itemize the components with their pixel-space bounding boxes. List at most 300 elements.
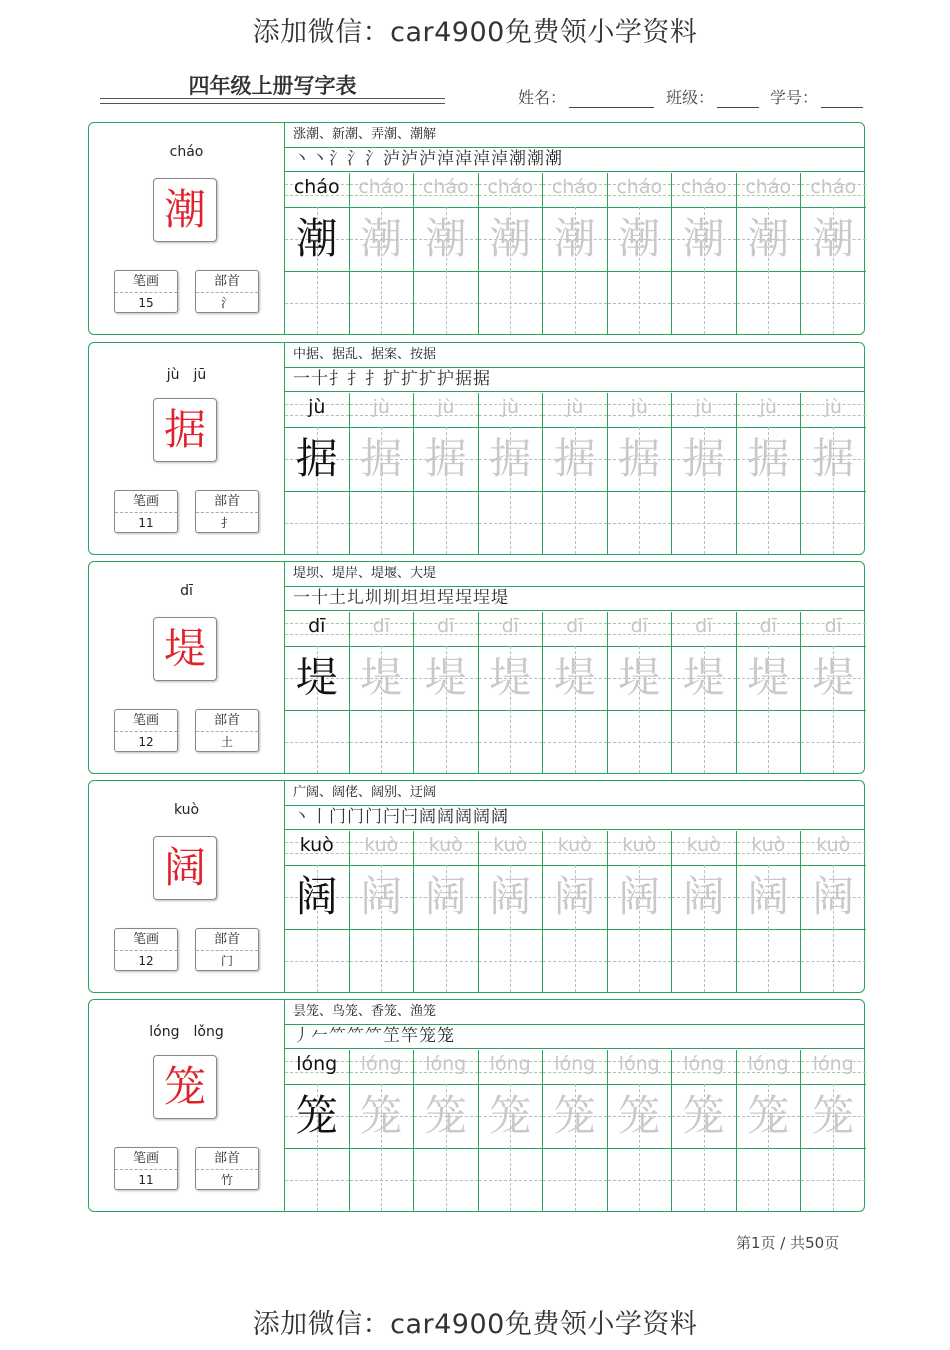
stroke-step: 埕 <box>455 588 473 608</box>
pinyin-cell[interactable] <box>350 393 414 428</box>
blank-writing-cell[interactable] <box>543 710 607 773</box>
stroke-step: 阔 <box>437 807 455 827</box>
stroke-step: 一 <box>293 588 311 608</box>
blank-writing-cell[interactable] <box>285 271 349 334</box>
stroke-step: 门 <box>329 807 347 827</box>
writing-cell[interactable] <box>479 207 543 272</box>
blank-writing-cell[interactable] <box>479 1148 543 1211</box>
stroke-step: 丿 <box>293 1026 311 1046</box>
blank-writing-cell[interactable] <box>672 929 736 992</box>
stroke-step: 扩 <box>419 369 437 389</box>
character-info-panel <box>89 123 284 334</box>
stroke-step: 淖 <box>437 149 455 169</box>
pinyin-cell[interactable] <box>737 173 801 208</box>
radical-value: 土 <box>220 735 233 749</box>
character-display: 堤 <box>153 617 217 681</box>
stroke-count-box <box>114 490 178 533</box>
practice-column <box>285 173 350 334</box>
blank-writing-cell[interactable] <box>608 710 672 773</box>
practice-column <box>801 1050 866 1211</box>
radical-box <box>195 490 259 533</box>
blank-writing-cell[interactable] <box>414 710 478 773</box>
pinyin-trace: kuò <box>816 834 851 856</box>
stroke-step: 一 <box>293 369 311 389</box>
stroke-step: 泸 <box>401 149 419 169</box>
practice-column <box>801 393 866 554</box>
pinyin-cell[interactable] <box>414 173 478 208</box>
blank-writing-cell[interactable] <box>737 271 801 334</box>
pinyin-cell[interactable] <box>285 612 349 647</box>
blank-writing-cell[interactable] <box>543 929 607 992</box>
practice-column <box>737 612 802 773</box>
blank-writing-cell[interactable] <box>285 929 349 992</box>
title-rule <box>100 98 445 104</box>
blank-writing-cell[interactable] <box>543 271 607 334</box>
blank-writing-cell[interactable] <box>350 1148 414 1211</box>
stroke-step: ⺮ <box>365 1026 383 1046</box>
pinyin-trace: cháo <box>745 176 792 198</box>
writing-cell[interactable] <box>672 207 736 272</box>
blank-writing-cell[interactable] <box>543 491 607 554</box>
pinyin-cell[interactable] <box>801 393 866 428</box>
pinyin-cell[interactable] <box>285 173 349 208</box>
stroke-count-value: 12 <box>138 735 154 749</box>
character-pinyin: lóng lǒng <box>149 1024 224 1040</box>
stroke-step: 丶 <box>293 149 311 169</box>
pinyin-model: kuò <box>299 834 334 856</box>
character-pinyin: dī <box>180 583 193 599</box>
character-card <box>88 342 865 555</box>
writing-cell[interactable] <box>608 427 672 492</box>
radical-label: 部首 <box>196 1148 258 1170</box>
stroke-step: 笼 <box>419 1026 437 1046</box>
blank-writing-cell[interactable] <box>737 929 801 992</box>
practice-column <box>543 1050 608 1211</box>
character-model: 阔 <box>295 872 338 921</box>
pinyin-cell[interactable] <box>737 612 801 647</box>
writing-cell[interactable] <box>672 646 736 711</box>
pinyin-trace: cháo <box>680 176 727 198</box>
stroke-step: 阔 <box>473 807 491 827</box>
character-pinyin: kuò <box>173 802 200 818</box>
writing-cell[interactable] <box>479 1084 543 1149</box>
pinyin-cell[interactable] <box>672 612 736 647</box>
student-id-label: 学号： <box>770 88 819 107</box>
pinyin-cell[interactable] <box>479 393 543 428</box>
blank-writing-cell[interactable] <box>672 491 736 554</box>
practice-column <box>672 173 737 334</box>
stroke-step: 笁 <box>383 1026 401 1046</box>
writing-cell[interactable] <box>608 865 672 930</box>
writing-cell[interactable] <box>801 646 866 711</box>
stroke-step: 扌 <box>329 369 347 389</box>
stroke-step: 据 <box>473 369 491 389</box>
stroke-step: 十 <box>311 588 329 608</box>
character-trace: 笼 <box>489 1091 532 1140</box>
blank-writing-cell[interactable] <box>350 491 414 554</box>
pinyin-trace: dī <box>695 615 713 637</box>
writing-cell[interactable] <box>608 646 672 711</box>
pinyin-cell[interactable] <box>672 1050 736 1085</box>
writing-cell[interactable] <box>479 865 543 930</box>
student-id-blank[interactable] <box>821 91 863 108</box>
blank-writing-cell[interactable] <box>737 491 801 554</box>
writing-cell[interactable] <box>608 1084 672 1149</box>
character-trace: 潮 <box>360 214 403 263</box>
pinyin-cell[interactable] <box>608 831 672 866</box>
writing-cell[interactable] <box>350 865 414 930</box>
stroke-count-box <box>114 1147 178 1190</box>
practice-column <box>350 612 415 773</box>
practice-column <box>801 831 866 992</box>
stroke-step: 潮 <box>527 149 545 169</box>
blank-writing-cell[interactable] <box>350 710 414 773</box>
writing-cell[interactable] <box>350 646 414 711</box>
stroke-count-value: 11 <box>138 1173 154 1187</box>
blank-writing-cell[interactable] <box>801 1148 866 1211</box>
practice-column <box>543 393 608 554</box>
stroke-step: 竿 <box>401 1026 419 1046</box>
writing-cell[interactable] <box>479 427 543 492</box>
blank-writing-cell[interactable] <box>608 929 672 992</box>
pinyin-cell[interactable] <box>608 393 672 428</box>
practice-column <box>414 831 479 992</box>
blank-writing-cell[interactable] <box>479 710 543 773</box>
practice-column <box>608 1050 673 1211</box>
blank-writing-cell[interactable] <box>285 491 349 554</box>
writing-cell[interactable] <box>285 427 349 492</box>
blank-writing-cell[interactable] <box>801 710 866 773</box>
pinyin-trace: dī <box>437 615 455 637</box>
character-info-panel <box>89 562 284 773</box>
practice-column <box>350 173 415 334</box>
pinyin-cell[interactable] <box>479 173 543 208</box>
writing-cell[interactable] <box>672 1084 736 1149</box>
practice-column <box>479 393 544 554</box>
practice-column <box>608 831 673 992</box>
writing-cell[interactable] <box>672 865 736 930</box>
pinyin-cell[interactable] <box>350 1050 414 1085</box>
pinyin-cell[interactable] <box>350 173 414 208</box>
stroke-order <box>285 586 864 611</box>
character-trace: 据 <box>424 434 467 483</box>
blank-writing-cell[interactable] <box>414 1148 478 1211</box>
practice-column <box>479 612 544 773</box>
writing-cell[interactable] <box>350 207 414 272</box>
blank-writing-cell[interactable] <box>350 929 414 992</box>
blank-writing-cell[interactable] <box>414 929 478 992</box>
pinyin-trace: cháo <box>487 176 534 198</box>
stroke-step: 扌 <box>365 369 383 389</box>
stroke-count-label: 笔画 <box>115 1148 177 1170</box>
pinyin-cell[interactable] <box>543 612 607 647</box>
stroke-step: ⺮ <box>347 1026 365 1046</box>
wechat-banner-bottom: 添加微信：car4900免费领小学资料 <box>252 1309 698 1340</box>
radical-value: 氵 <box>220 296 233 310</box>
practice-column <box>608 612 673 773</box>
blank-writing-cell[interactable] <box>414 491 478 554</box>
pinyin-cell[interactable] <box>608 1050 672 1085</box>
pinyin-trace: jù <box>501 396 519 418</box>
stroke-order <box>285 367 864 392</box>
writing-cell[interactable] <box>672 427 736 492</box>
practice-column <box>414 1050 479 1211</box>
pinyin-cell[interactable] <box>672 173 736 208</box>
writing-cell[interactable] <box>737 207 801 272</box>
radical-label: 部首 <box>196 271 258 293</box>
practice-panel <box>284 343 864 554</box>
practice-column <box>672 612 737 773</box>
pinyin-cell[interactable] <box>801 1050 866 1085</box>
radical-value: 扌 <box>220 516 233 530</box>
character-trace: 潮 <box>424 214 467 263</box>
writing-cell[interactable] <box>479 646 543 711</box>
character-trace: 据 <box>812 434 855 483</box>
pinyin-cell[interactable] <box>672 831 736 866</box>
practice-column <box>737 173 802 334</box>
name-blank[interactable] <box>569 91 654 108</box>
character-card <box>88 122 865 335</box>
stroke-count-box <box>114 928 178 971</box>
character-display: 潮 <box>153 178 217 242</box>
writing-cell[interactable] <box>543 207 607 272</box>
pinyin-cell[interactable] <box>285 1050 349 1085</box>
stroke-step: 氵 <box>365 149 383 169</box>
pinyin-trace: dī <box>759 615 777 637</box>
practice-panel <box>284 781 864 992</box>
character-trace: 堤 <box>360 653 403 702</box>
writing-cell[interactable] <box>414 427 478 492</box>
blank-writing-cell[interactable] <box>737 710 801 773</box>
pinyin-trace: cháo <box>358 176 405 198</box>
stroke-count-label: 笔画 <box>115 710 177 732</box>
writing-cell[interactable] <box>608 207 672 272</box>
character-trace: 堤 <box>553 653 596 702</box>
blank-writing-cell[interactable] <box>479 491 543 554</box>
practice-column <box>285 393 350 554</box>
character-info-panel <box>89 1000 284 1211</box>
writing-cell[interactable] <box>543 1084 607 1149</box>
blank-writing-cell[interactable] <box>608 1148 672 1211</box>
pinyin-trace: kuò <box>493 834 528 856</box>
blank-writing-cell[interactable] <box>414 271 478 334</box>
pinyin-cell[interactable] <box>479 612 543 647</box>
pinyin-cell[interactable] <box>350 831 414 866</box>
pinyin-trace: jù <box>566 396 584 418</box>
writing-cell[interactable] <box>285 1084 349 1149</box>
blank-writing-cell[interactable] <box>801 929 866 992</box>
writing-cell[interactable] <box>543 865 607 930</box>
pinyin-cell[interactable] <box>801 173 866 208</box>
character-display: 笼 <box>153 1055 217 1119</box>
blank-writing-cell[interactable] <box>801 271 866 334</box>
writing-cell[interactable] <box>737 1084 801 1149</box>
pinyin-cell[interactable] <box>801 612 866 647</box>
character-trace: 笼 <box>553 1091 596 1140</box>
pinyin-cell[interactable] <box>737 831 801 866</box>
practice-column <box>285 831 350 992</box>
stroke-count-box <box>114 270 178 313</box>
writing-cell[interactable] <box>543 427 607 492</box>
writing-cell[interactable] <box>414 865 478 930</box>
pinyin-cell[interactable] <box>543 831 607 866</box>
blank-writing-cell[interactable] <box>350 271 414 334</box>
practice-grid <box>285 173 864 334</box>
writing-cell[interactable] <box>414 207 478 272</box>
stroke-step: 埕 <box>437 588 455 608</box>
writing-cell[interactable] <box>414 1084 478 1149</box>
pinyin-cell[interactable] <box>479 831 543 866</box>
pinyin-model: cháo <box>293 176 340 198</box>
pinyin-cell[interactable] <box>285 393 349 428</box>
pinyin-cell[interactable] <box>737 393 801 428</box>
practice-column <box>543 831 608 992</box>
writing-cell[interactable] <box>350 1084 414 1149</box>
writing-cell[interactable] <box>737 427 801 492</box>
stroke-step: 十 <box>311 369 329 389</box>
pinyin-cell[interactable] <box>801 831 866 866</box>
radical-label: 部首 <box>196 491 258 513</box>
character-trace: 堤 <box>489 653 532 702</box>
practice-column <box>672 1050 737 1211</box>
blank-writing-cell[interactable] <box>608 271 672 334</box>
blank-writing-cell[interactable] <box>543 1148 607 1211</box>
pinyin-cell[interactable] <box>608 612 672 647</box>
pinyin-trace: lóng <box>489 1053 531 1075</box>
character-card <box>88 999 865 1212</box>
practice-column <box>350 393 415 554</box>
stroke-step: 泸 <box>383 149 401 169</box>
blank-writing-cell[interactable] <box>672 1148 736 1211</box>
radical-value: 竹 <box>220 1173 233 1187</box>
pinyin-cell[interactable] <box>543 173 607 208</box>
example-words: 堤坝、堤岸、堤堰、大堤 <box>285 562 864 587</box>
stroke-step: 扩 <box>383 369 401 389</box>
pinyin-cell[interactable] <box>543 1050 607 1085</box>
blank-writing-cell[interactable] <box>608 491 672 554</box>
pinyin-cell[interactable] <box>672 393 736 428</box>
pinyin-trace: jù <box>695 396 713 418</box>
character-model: 笼 <box>295 1091 338 1140</box>
class-field[interactable] <box>666 85 759 108</box>
writing-cell[interactable] <box>737 865 801 930</box>
practice-column <box>737 1050 802 1211</box>
name-field[interactable] <box>518 85 654 108</box>
writing-cell[interactable] <box>285 646 349 711</box>
pinyin-cell[interactable] <box>479 1050 543 1085</box>
pinyin-trace: kuò <box>622 834 657 856</box>
stroke-step: 丶 <box>311 149 329 169</box>
radical-box <box>195 1147 259 1190</box>
blank-writing-cell[interactable] <box>479 929 543 992</box>
practice-column <box>285 1050 350 1211</box>
pinyin-trace: jù <box>824 396 842 418</box>
pinyin-trace: kuò <box>557 834 592 856</box>
blank-writing-cell[interactable] <box>672 710 736 773</box>
character-info-panel <box>89 343 284 554</box>
pinyin-trace: jù <box>630 396 648 418</box>
pinyin-trace: cháo <box>810 176 857 198</box>
practice-column <box>414 173 479 334</box>
blank-writing-cell[interactable] <box>801 491 866 554</box>
blank-writing-cell[interactable] <box>479 271 543 334</box>
character-trace: 阔 <box>360 872 403 921</box>
character-trace: 据 <box>682 434 725 483</box>
stroke-count-label: 笔画 <box>115 271 177 293</box>
writing-cell[interactable] <box>801 427 866 492</box>
pinyin-trace: kuò <box>428 834 463 856</box>
class-blank[interactable] <box>717 91 759 108</box>
page-number: 第1页 / 共50页 <box>736 1234 840 1252</box>
writing-cell[interactable] <box>801 865 866 930</box>
stroke-step: 笼 <box>437 1026 455 1046</box>
pinyin-cell[interactable] <box>414 612 478 647</box>
character-trace: 堤 <box>682 653 725 702</box>
radical-label: 部首 <box>196 710 258 732</box>
pinyin-trace: jù <box>372 396 390 418</box>
blank-writing-cell[interactable] <box>737 1148 801 1211</box>
practice-column <box>414 612 479 773</box>
pinyin-trace: lóng <box>554 1053 596 1075</box>
blank-writing-cell[interactable] <box>285 710 349 773</box>
pinyin-model: jù <box>308 396 326 418</box>
pinyin-cell[interactable] <box>543 393 607 428</box>
pinyin-cell[interactable] <box>608 173 672 208</box>
pinyin-cell[interactable] <box>414 393 478 428</box>
character-trace: 潮 <box>489 214 532 263</box>
writing-cell[interactable] <box>543 646 607 711</box>
character-trace: 笼 <box>360 1091 403 1140</box>
example-words: 涨潮、新潮、弄潮、潮解 <box>285 123 864 148</box>
pinyin-trace: dī <box>501 615 519 637</box>
name-label: 姓名： <box>518 88 567 107</box>
character-pinyin: cháo <box>169 144 204 160</box>
practice-panel <box>284 1000 864 1211</box>
blank-writing-cell[interactable] <box>285 1148 349 1211</box>
pinyin-trace: cháo <box>422 176 469 198</box>
writing-cell[interactable] <box>801 1084 866 1149</box>
example-words: 中据、据乱、据案、按据 <box>285 343 864 368</box>
blank-writing-cell[interactable] <box>672 271 736 334</box>
writing-cell[interactable] <box>801 207 866 272</box>
stroke-step: 阔 <box>455 807 473 827</box>
writing-cell[interactable] <box>737 646 801 711</box>
writing-cell[interactable] <box>285 207 349 272</box>
practice-column <box>350 1050 415 1211</box>
pinyin-trace: lóng <box>425 1053 467 1075</box>
pinyin-trace: lóng <box>683 1053 725 1075</box>
stroke-step: 门 <box>347 807 365 827</box>
wechat-banner-top: 添加微信：car4900免费领小学资料 <box>252 17 698 48</box>
pinyin-cell[interactable] <box>350 612 414 647</box>
writing-cell[interactable] <box>414 646 478 711</box>
pinyin-cell[interactable] <box>737 1050 801 1085</box>
stroke-order <box>285 805 864 830</box>
character-card <box>88 561 865 774</box>
stroke-step: 圳 <box>365 588 383 608</box>
writing-cell[interactable] <box>285 865 349 930</box>
character-model: 堤 <box>295 653 338 702</box>
pinyin-cell[interactable] <box>414 1050 478 1085</box>
writing-cell[interactable] <box>350 427 414 492</box>
pinyin-cell[interactable] <box>414 831 478 866</box>
stroke-count-label: 笔画 <box>115 491 177 513</box>
pinyin-trace: dī <box>372 615 390 637</box>
stroke-count-value: 11 <box>138 516 154 530</box>
pinyin-cell[interactable] <box>285 831 349 866</box>
student-id-field[interactable] <box>770 85 863 108</box>
stroke-step: 丨 <box>311 807 329 827</box>
